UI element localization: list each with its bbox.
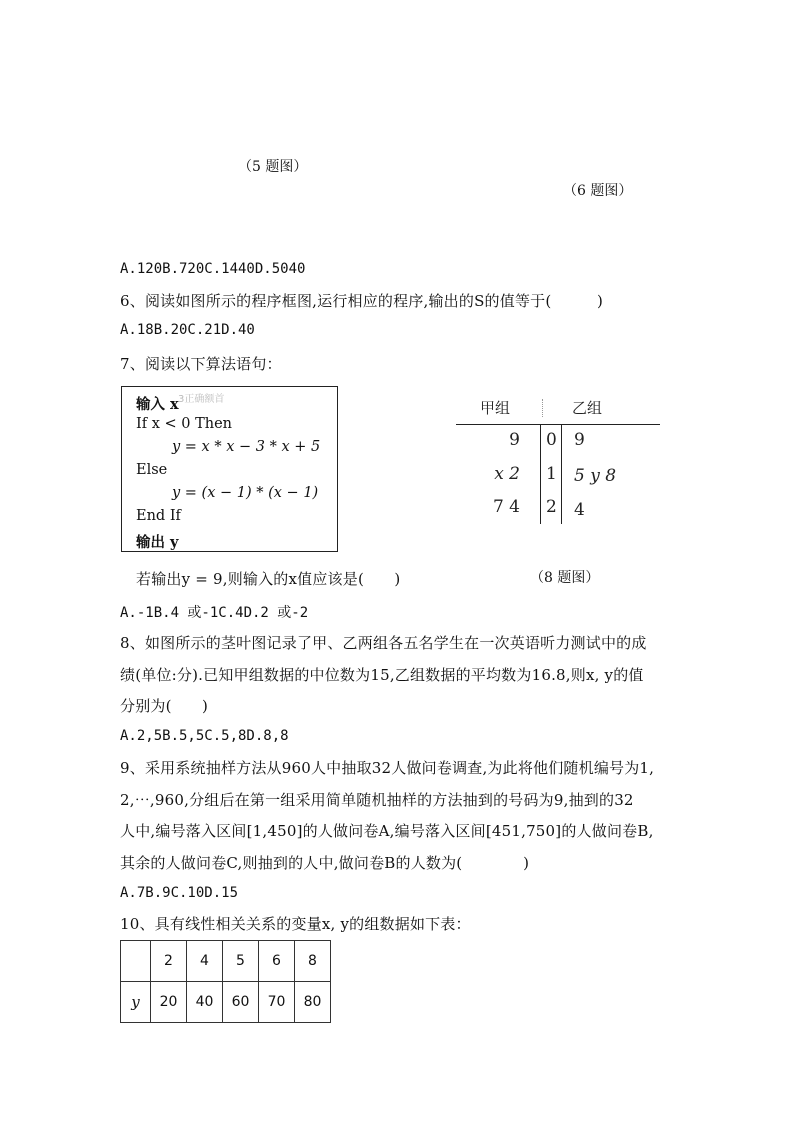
q8-line-2: 绩(单位:分).已知甲组数据的中位数为15,乙组数据的平均数为16.8,则x, y的值 [120, 666, 644, 684]
left-group-header: 甲组 [480, 399, 511, 417]
q9-options: A.7B.9C.10D.15 [120, 885, 239, 901]
algo-line-6: End If [136, 508, 181, 524]
table-row-x [121, 941, 331, 982]
q8-line-3: 分别为( ) [120, 697, 209, 715]
algo-line-1: 输入 x [136, 396, 179, 413]
algo-line-2: If x < 0 Then [136, 416, 233, 432]
q10-text: 10、具有线性相关关系的变量x, y的组数据如下表： [120, 915, 471, 933]
algo-line-7: 输出 y [136, 534, 179, 551]
stem-row-2: 2 [546, 497, 557, 517]
table-cell: 20 [151, 982, 187, 1023]
right-group-header: 乙组 [572, 399, 603, 417]
table-cell: 6 [259, 941, 295, 982]
leaf-left-row-2: 7 4 [492, 497, 520, 517]
data-table [120, 940, 331, 1023]
q9-line-3: 人中,编号落入区间[1,450]的人做问卷A,编号落入区间[451,750]的人做问卷B, [120, 822, 654, 840]
leaf-right-row-2: 4 [574, 500, 585, 520]
table-cell: 60 [223, 982, 259, 1023]
q9-line-4: 其余的人做问卷C,则抽到的人中,做问卷B的人数为( ) [120, 854, 530, 872]
stem-right-divider [561, 424, 562, 524]
q8-line-1: 8、如图所示的茎叶图记录了甲、乙两组各五名学生在一次英语听力测试中的成 [120, 634, 647, 652]
algo-line-3: y = x * x − 3 * x + 5 [172, 439, 321, 455]
stem-leaf-rule [456, 424, 660, 425]
leaf-left-row-1: x 2 [494, 464, 520, 484]
figure-5-caption: （5 题图） [238, 159, 308, 175]
q7-question: 若输出y = 9,则输入的x值应该是( ) [136, 570, 401, 588]
q7-options: A.-1B.4 或-1C.4D.2 或-2 [120, 605, 309, 621]
table-header-x [121, 941, 151, 982]
figure-8-caption: （8 题图） [530, 570, 600, 586]
watermark: 3正确额首 [178, 394, 225, 405]
leaf-right-row-1: 5 y 8 [574, 466, 617, 486]
table-cell: 80 [295, 982, 331, 1023]
q7-text: 7、阅读以下算法语句： [120, 355, 282, 373]
table-cell: 8 [295, 941, 331, 982]
figure-6-caption: （6 题图） [563, 183, 633, 199]
q6-text: 6、阅读如图所示的程序框图,运行相应的程序,输出的S的值等于( ) [120, 292, 604, 310]
q6-options: A.18B.20C.21D.40 [120, 322, 255, 338]
q5-options: A.120B.720C.1440D.5040 [120, 261, 306, 277]
table-header-y: y [121, 982, 151, 1023]
table-cell: 4 [187, 941, 223, 982]
algo-line-5: y = (x − 1) * (x − 1) [172, 485, 319, 501]
table-cell: 2 [151, 941, 187, 982]
stem-row-1: 1 [546, 464, 557, 484]
table-row-y [121, 982, 331, 1023]
table-cell: 70 [259, 982, 295, 1023]
table-cell: 40 [187, 982, 223, 1023]
table-cell: 5 [223, 941, 259, 982]
q8-options: A.2,5B.5,5C.5,8D.8,8 [120, 728, 289, 744]
q9-line-2: 2,⋯,960,分组后在第一组采用简单随机抽样的方法抽到的号码为9,抽到的32 [120, 791, 634, 809]
leaf-left-row-0: 9 [509, 430, 520, 450]
algorithm-box [121, 386, 338, 552]
q9-line-1: 9、采用系统抽样方法从960人中抽取32人做问卷调查,为此将他们随机编号为1, [120, 759, 655, 777]
leaf-right-row-0: 9 [574, 430, 585, 450]
algo-line-4: Else [136, 462, 168, 478]
stem-leaf-plot [456, 393, 661, 528]
stem-row-0: 0 [546, 430, 557, 450]
stem-left-divider [540, 424, 541, 524]
